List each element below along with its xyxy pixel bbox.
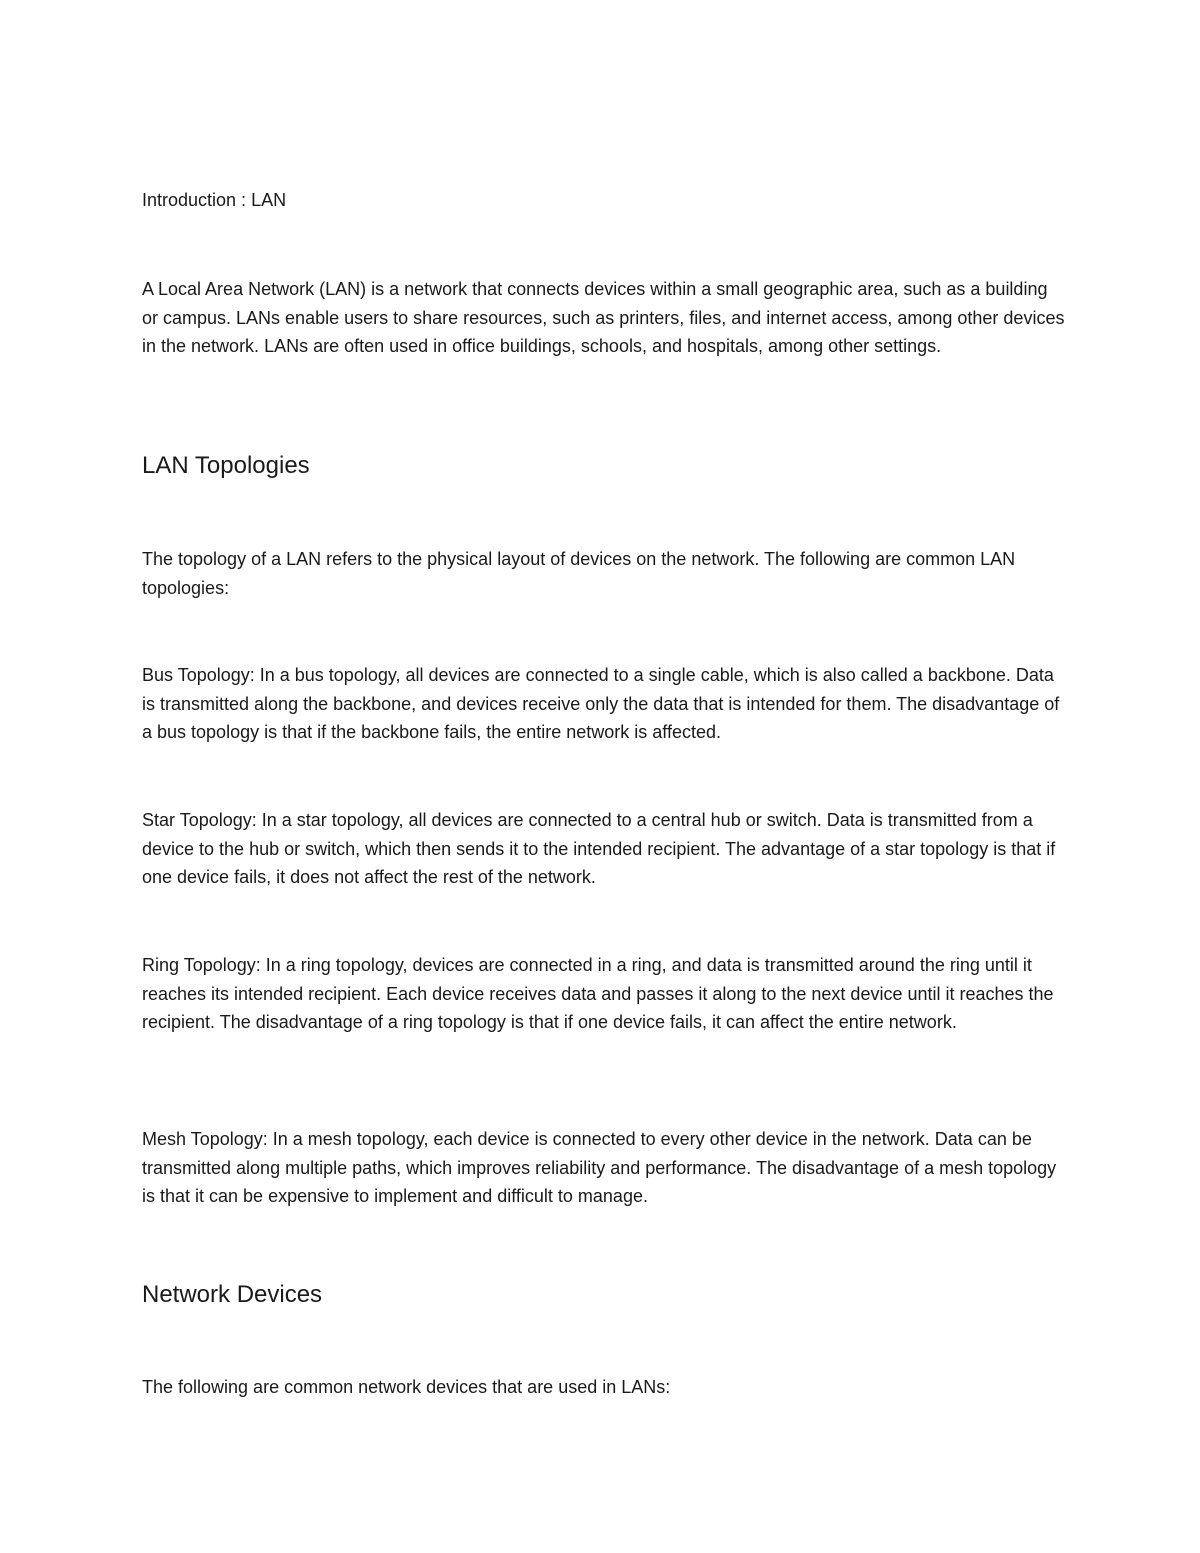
topologies-intro-paragraph: The topology of a LAN refers to the physical layout of devices on the network. The following are common LAN topologies: — [142, 549, 1016, 598]
ring-topology-paragraph: Ring Topology: In a ring topology, devices are connected in a ring, and data is transmitted around the ring until it reaches its intended recipient. Each device receives data and passes it along to the next device until it reaches the recipient. The disadvantage of a ring topology is that if one device fails, it can affect the entire network. — [142, 955, 1054, 1032]
mesh-topology-paragraph: Mesh Topology: In a mesh topology, each device is connected to every other device in the network. Data can be transmitted along multiple paths, which improves reliability and performance. The disadvantage of a mesh topology is that it can be expensive to implement and difficult to manage. — [142, 1129, 1057, 1206]
network-devices-heading: Network Devices — [142, 1281, 323, 1308]
intro-title: Introduction : LAN — [142, 190, 287, 210]
devices-intro-paragraph: The following are common network devices that are used in LANs: — [142, 1377, 671, 1397]
star-topology-paragraph: Star Topology: In a star topology, all devices are connected to a central hub or switch. Data is transmitted from a device to the hub or switch, which then sends it to the intended recipient. The advantage of a star topology is that if one device fails, it does not affect the rest of the network. — [142, 810, 1056, 887]
bus-topology-paragraph: Bus Topology: In a bus topology, all devices are connected to a single cable, which is also called a backbone. Data is transmitted along the backbone, and devices receive only the data that is intended for them. The disadvantage of a bus topology is that if the backbone fails, the entire network is affected. — [142, 665, 1060, 742]
intro-paragraph: A Local Area Network (LAN) is a network that connects devices within a small geographic area, such as a building or campus. LANs enable users to share resources, such as printers, files, and internet access, among other devices in the network. LANs are often used in office buildings, schools, and hospitals, among other settings. — [142, 279, 1065, 356]
lan-topologies-heading: LAN Topologies — [142, 452, 310, 479]
